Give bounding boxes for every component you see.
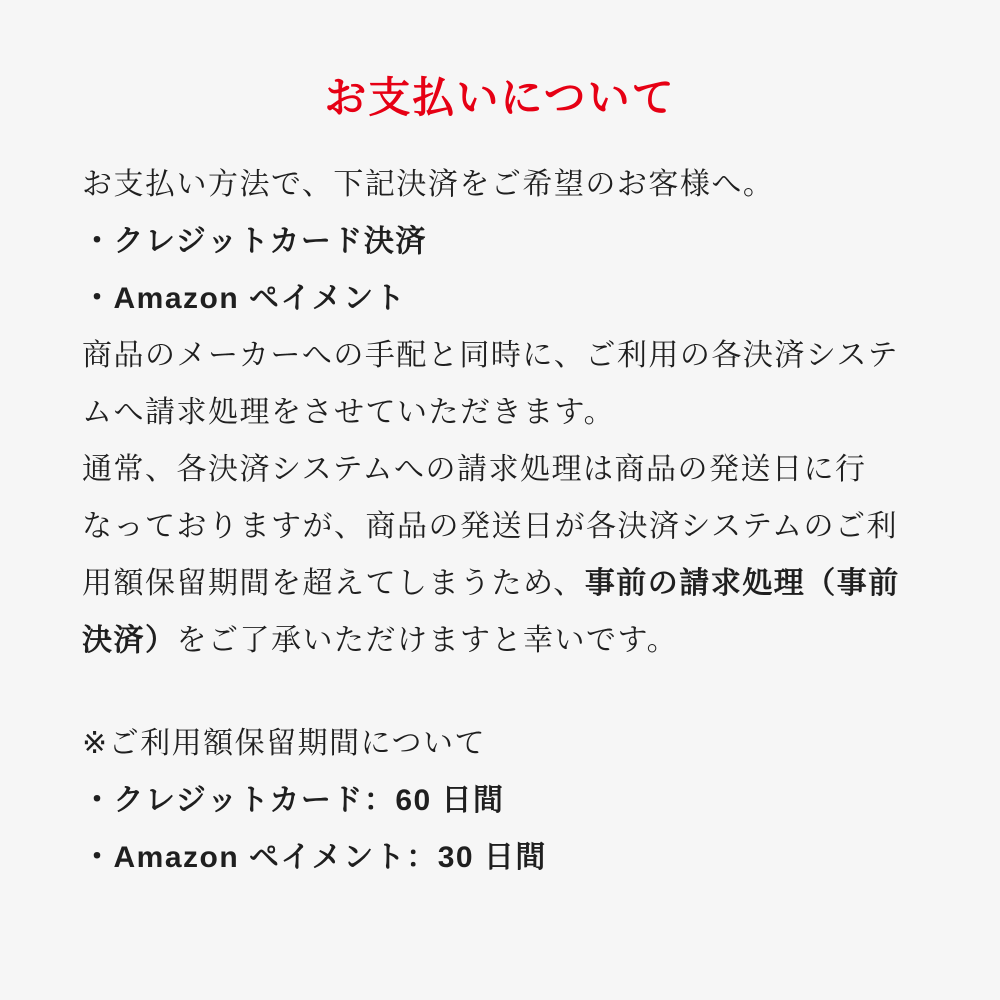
intro-line: お支払い方法で、下記決済をご希望のお客様へ。 <box>82 168 775 201</box>
payment-method-credit-card: ・クレジットカード決済 <box>82 225 427 258</box>
payment-method-amazon-pay: ・Amazon ペイメント <box>82 282 407 315</box>
body-text <box>0 122 1000 886</box>
hold-period-notes <box>82 715 918 886</box>
hold-period-heading: ※ご利用額保留期間について <box>82 727 487 760</box>
page-title: お支払いについて <box>324 74 676 121</box>
timing-line-3-normal-text: 用額保留期間を超えてしまうため、 <box>82 567 585 600</box>
hold-period-amazon-pay: ・Amazon ペイメント：30 日間 <box>82 841 547 874</box>
timing-paragraph-line-2: なっておりますが、商品の発送日が各決済システムのご利 <box>82 510 898 543</box>
timing-paragraph-line-1: 通常、各決済システムへの請求処理は商品の発送日に行 <box>82 453 867 486</box>
billing-paragraph-line-1: 商品のメーカーへの手配と同時に、ご利用の各決済システ <box>82 339 899 372</box>
billing-paragraph-line-2: ムへ請求処理をさせていただきます。 <box>82 396 616 429</box>
timing-line-4-bold-text: 決済） <box>82 624 177 657</box>
timing-line-4-normal-text: をご了承いただけますと幸いです。 <box>176 624 679 657</box>
timing-line-3-bold-text: 事前の請求処理（事前 <box>584 567 900 600</box>
timing-paragraph-line-3 <box>82 555 918 612</box>
timing-paragraph-line-4 <box>82 612 918 669</box>
hold-period-credit-card: ・クレジットカード：60 日間 <box>82 784 505 817</box>
